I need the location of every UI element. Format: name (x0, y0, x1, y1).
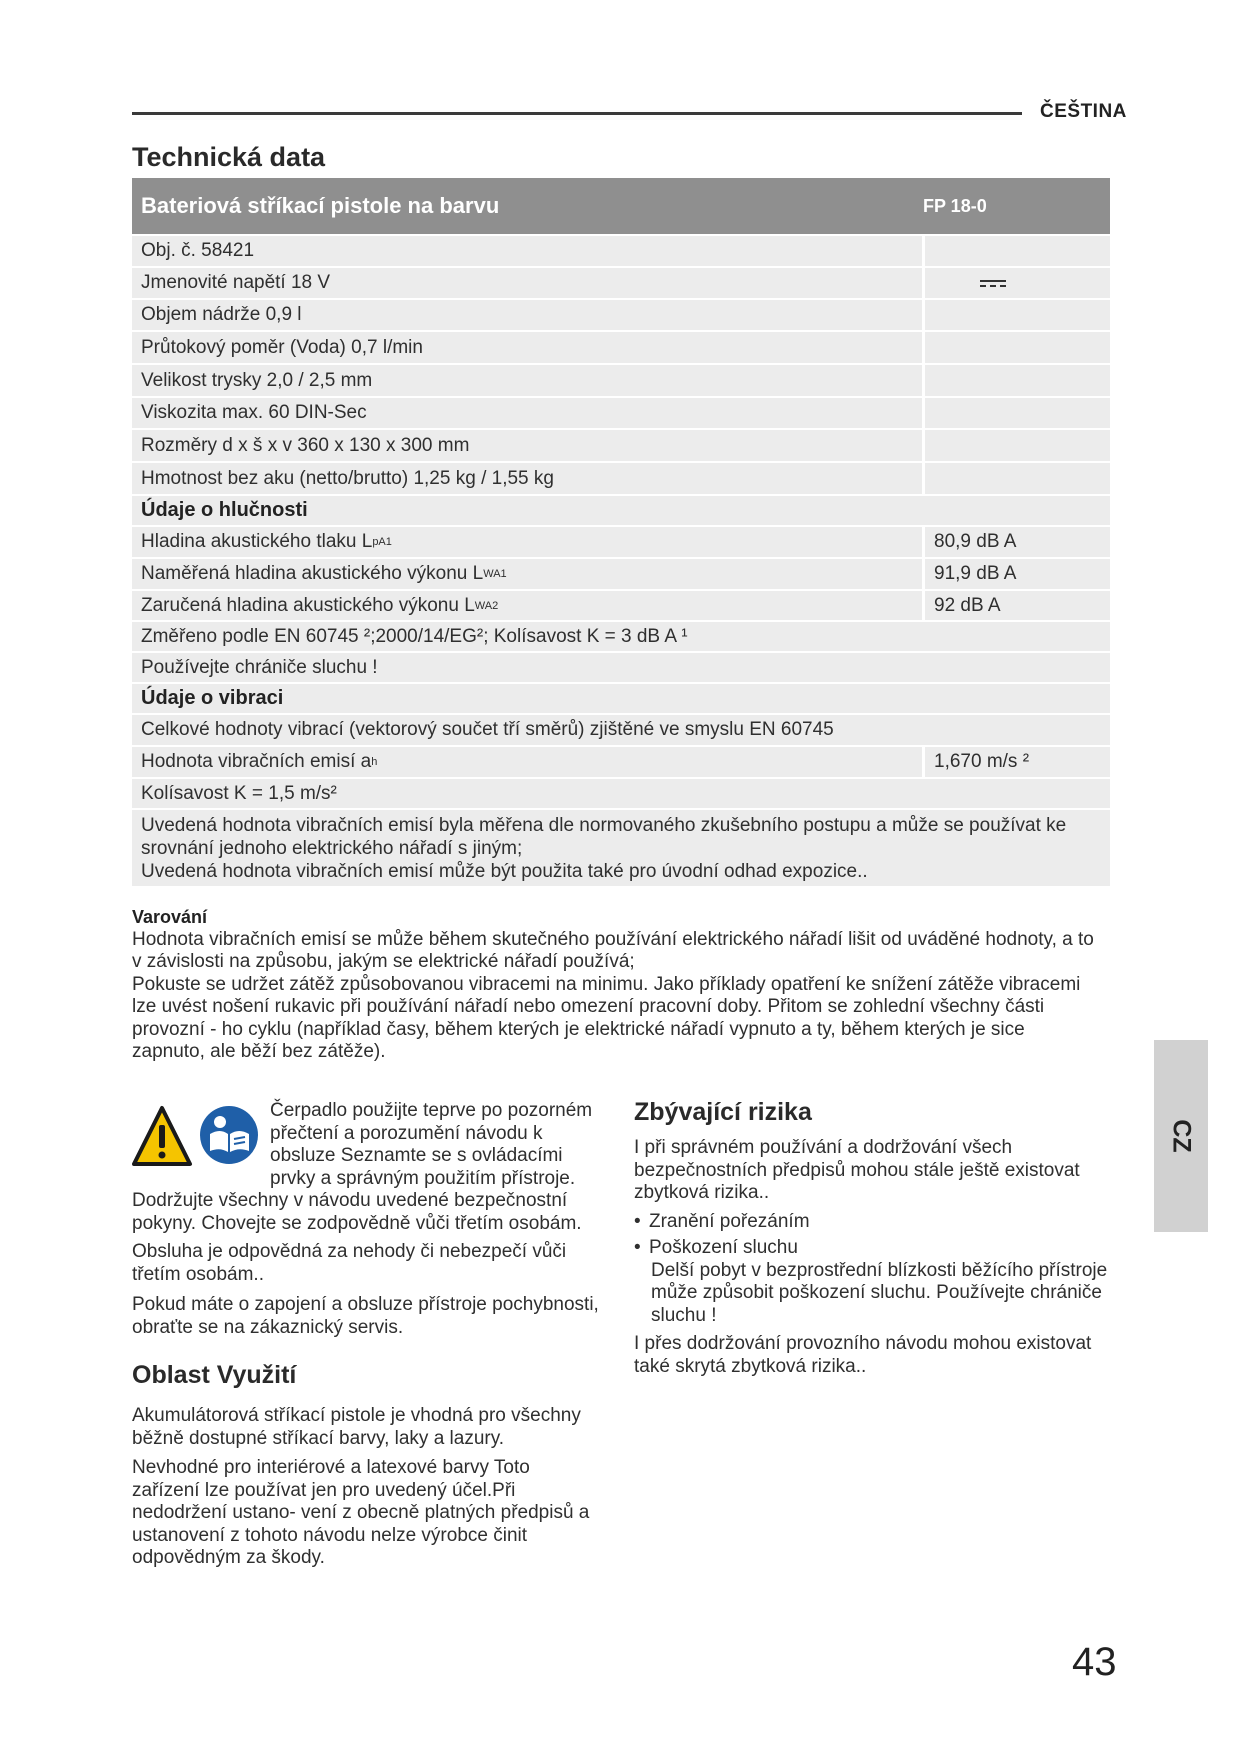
guaranteed-power-value: 92 dB A (922, 591, 1110, 620)
right-column (634, 1098, 1114, 1378)
vibration-heading-row (132, 682, 1110, 713)
table-row: Hodnota vibračních emisí a h 1,670 m/s ² (132, 745, 1110, 777)
model-name: FP 18-0 (923, 195, 987, 216)
table-row: Jmenovité napětí 18 V (132, 266, 1110, 298)
dc-symbol-icon (980, 277, 1006, 289)
table-row: Kolísavost K = 1,5 m/s² (132, 777, 1110, 808)
table-row: Rozměry d x š x v 360 x 130 x 300 mm (132, 428, 1110, 461)
table-row: Celkové hodnoty vibrací (vektorový součet tří směrů) zjištěné ve smyslu EN 60745 (132, 713, 1110, 745)
section-title: Technická data (132, 142, 326, 172)
risks-outro: I přes dodržování provozního návodu mohou existovat také skrytá zbytková rizika.. (634, 1333, 1092, 1377)
table-row: Objem nádrže 0,9 l (132, 298, 1110, 330)
liability-note: Obsluha je odpovědná za nehody či nebezpečí vůči třetím osobám.. (132, 1241, 567, 1285)
left-column (132, 1100, 602, 1570)
warning-block (132, 906, 1102, 1064)
header-rule (132, 112, 1022, 115)
table-row: Změřeno podle EN 60745 ²;2000/14/EG²; Kolísavost K = 3 dB A ¹ (132, 620, 1110, 651)
language-side-tab (1154, 1040, 1208, 1232)
page-number: 43 (1072, 1640, 1117, 1684)
manual-intro: Čerpadlo použijte teprve po pozorném přečtení a porozumění návodu k obsluze Seznamte se s ovládacími prvky a správným použitím přístroje. Dodržujte všechny v návodu uvedené bezpečnostní pokyny. Chovejte se zodpovědně vůči třetím osobám. (132, 1100, 593, 1234)
risks-title: Zbývající rizika (634, 1098, 812, 1126)
read-manual-icon (198, 1104, 260, 1166)
technical-data-table (132, 178, 1110, 886)
safety-icons (132, 1100, 268, 1172)
product-name: Bateriová stříkací pistole na barvu (141, 193, 500, 218)
language-side-tab-label: CZ (1167, 1119, 1196, 1153)
table-row: Průtokový poměr (Voda) 0,7 l/min (132, 330, 1110, 363)
risks-intro: I při správném používání a dodržování všech bezpečnostních předpisů mohou stále ještě existovat zbytková rizika.. (634, 1137, 1080, 1203)
risk-item: • Poškození sluchu (634, 1237, 1114, 1260)
table-row: Naměřená hladina akustického výkonu L WA 1 91,9 dB A (132, 557, 1110, 589)
table-row: Viskozita max. 60 DIN-Sec (132, 396, 1110, 428)
vibration-emission-value: 1,670 m/s ² (922, 747, 1110, 777)
usage-title: Oblast Využití (132, 1361, 297, 1389)
language-label: ČEŠTINA (1040, 101, 1127, 122)
table-row: Velikost trysky 2,0 / 2,5 mm (132, 363, 1110, 396)
measured-power-value: 91,9 dB A (922, 559, 1110, 589)
table-row: Hmotnost bez aku (netto/brutto) 1,25 kg / 1,55 kg (132, 461, 1110, 494)
table-row: Zaručená hladina akustického výkonu L WA 2 92 dB A (132, 589, 1110, 620)
warning-paragraph: Pokuste se udržet zátěž způsobovanou vibracemi na minimu. Jako příklady opatření ke snížení zátěže vibracemi lze uvést nošení rukavic při používání nářadí nebo omezení pracovní doby. Přitom se zohlední všechny části provozní - ho cyklu (například časy, během kterých je elektrické nářadí vypnuto a ty, během kterých je sice zapnuto, ale běží bez zátěže). (132, 973, 1081, 1062)
service-note: Pokud máte o zapojení a obsluze přístroje pochybnosti, obraťte se na zákaznický servis. (132, 1294, 599, 1338)
table-row: Uvedená hodnota vibračních emisí byla měřena dle normovaného zkušebního postupu a může se používat ke srovnání jednoho elektrického nářadí s jiným; Uvedená hodnota vibračních emisí může být použita také pro úvodní odhad expozice.. (132, 808, 1110, 886)
table-row: Používejte chrániče sluchu ! (132, 651, 1110, 682)
usage-paragraph: Akumulátorová stříkací pistole je vhodná pro všechny běžně dostupné stříkací barvy, laky a lazury. (132, 1405, 581, 1449)
risk-detail: Delší pobyt v bezprostřední blízkosti běžícího přístroje může způsobit poškození sluchu. Používejte chrániče sluchu ! (651, 1259, 1108, 1326)
table-header (132, 178, 1110, 234)
noise-heading: Údaje o hlučnosti (141, 499, 308, 521)
table-row: Hladina akustického tlaku L pA 1 80,9 dB A (132, 525, 1110, 557)
sound-pressure-value: 80,9 dB A (922, 527, 1110, 557)
noise-heading-row (132, 494, 1110, 525)
vibration-heading: Údaje o vibraci (141, 687, 284, 709)
warning-paragraph: Hodnota vibračních emisí se může během skutečného používání elektrického nářadí lišit od uváděné hodnoty, a to v závislosti na způsobu, jakým se elektrické nářadí používá; (132, 928, 1094, 972)
usage-paragraph: Nevhodné pro interiérové a latexové barvy Toto zařízení lze používat jen pro uvedený účel.Při nedodržení ustano- vení z obecně platných předpisů a ustanovení z tohoto návodu nelze výrobce činit odpovědným za škody. (132, 1457, 590, 1568)
risk-item: • Zranění pořezáním (634, 1211, 1114, 1234)
warning-title: Varování (132, 907, 208, 927)
table-row: Obj. č. 58421 (132, 234, 1110, 266)
